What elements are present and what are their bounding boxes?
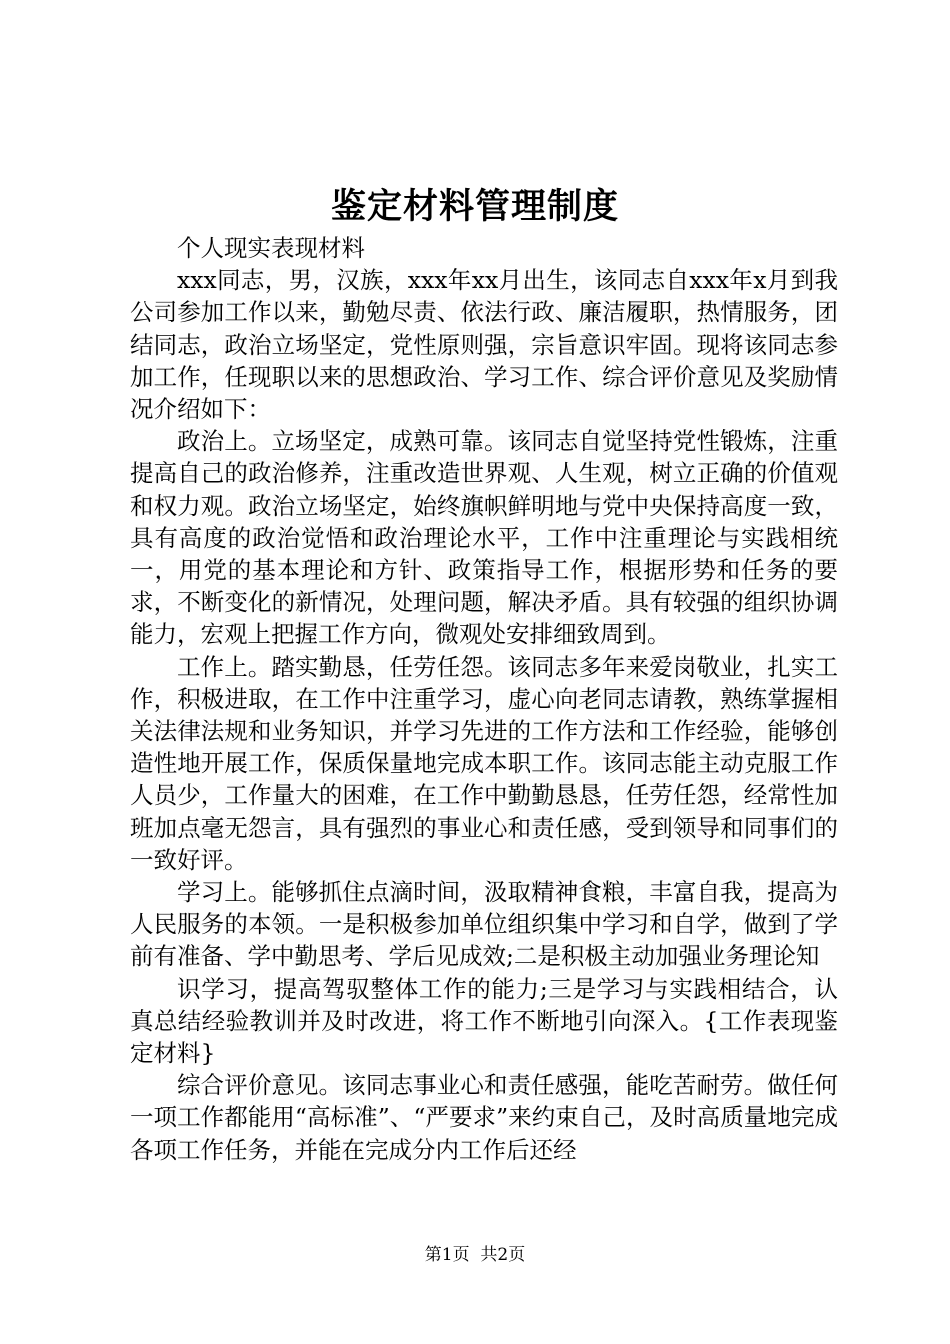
document-title: 鉴定材料管理制度 — [330, 186, 619, 227]
paragraph-political: 政治上。立场坚定，成熟可靠。该同志自觉坚持党性锻炼，注重提高自己的政治修养，注重改造世界观、人生观，树立正确的价值观和权力观。政治立场坚定，始终旗帜鲜明地与党中央保持高度一致，具有高度的政治觉悟和政治理论水平，工作中注重理论与实践相统一，用党的基本理论和方针、政策指导工作，根据形势和任务的要求，不断变化的新情况，处理问题，解决矛盾。具有较强的组织协调能力，宏观上把握工作方向，微观处安排细致周到。 — [130, 427, 838, 649]
paragraph-introduction: xxx同志，男，汉族，xxx年xx月出生，该同志自xxx年x月到我公司参加工作以来，勤勉尽责、依法行政、廉洁履职，热情服务，团结同志，政治立场坚定，党性原则强，宗旨意识牢固。现将该同志参加工作，任现职以来的思想政治、学习工作、综合评价意见及奖励情况介绍如下： — [130, 266, 838, 424]
paragraph-evaluation: 综合评价意见。该同志事业心和责任感强，能吃苦耐劳。做任何一项工作都能用“高标准”、“严要求”来约束自己，及时高质量地完成各项工作任务，并能在完成分内工作后还经 — [130, 1071, 838, 1164]
page-footer — [0, 1244, 950, 1266]
page-number: 第1页 共2页 — [424, 1245, 526, 1265]
paragraph-subtitle: 个人现实表现材料 — [177, 234, 365, 262]
paragraph-work: 工作上。踏实勤恳，任劳任怨。该同志多年来爱岗敬业，扎实工作，积极进取，在工作中注重学习，虚心向老同志请教，熟练掌握相关法律法规和业务知识，并学习先进的工作方法和工作经验，能够创造性地开展工作，保质保量地完成本职工作。该同志能主动克服工作人员少，工作量大的困难，在工作中勤勤恳恳，任劳任怨，经常性加班加点毫无怨言，具有强烈的事业心和责任感，受到领导和同事们的一致好评。 — [130, 652, 838, 874]
paragraph-study-continued: 识学习，提高驾驭整体工作的能力;三是学习与实践相结合，认真总结经验教训并及时改进，将工作不断地引向深入。{工作表现鉴定材料} — [130, 974, 838, 1068]
paragraph-study: 学习上。能够抓住点滴时间，汲取精神食粮，丰富自我，提高为人民服务的本领。一是积极参加单位组织集中学习和自学，做到了学前有准备、学中勤思考、学后见成效;二是积极主动加强业务理论知 — [130, 878, 838, 971]
document-body — [130, 232, 838, 1166]
